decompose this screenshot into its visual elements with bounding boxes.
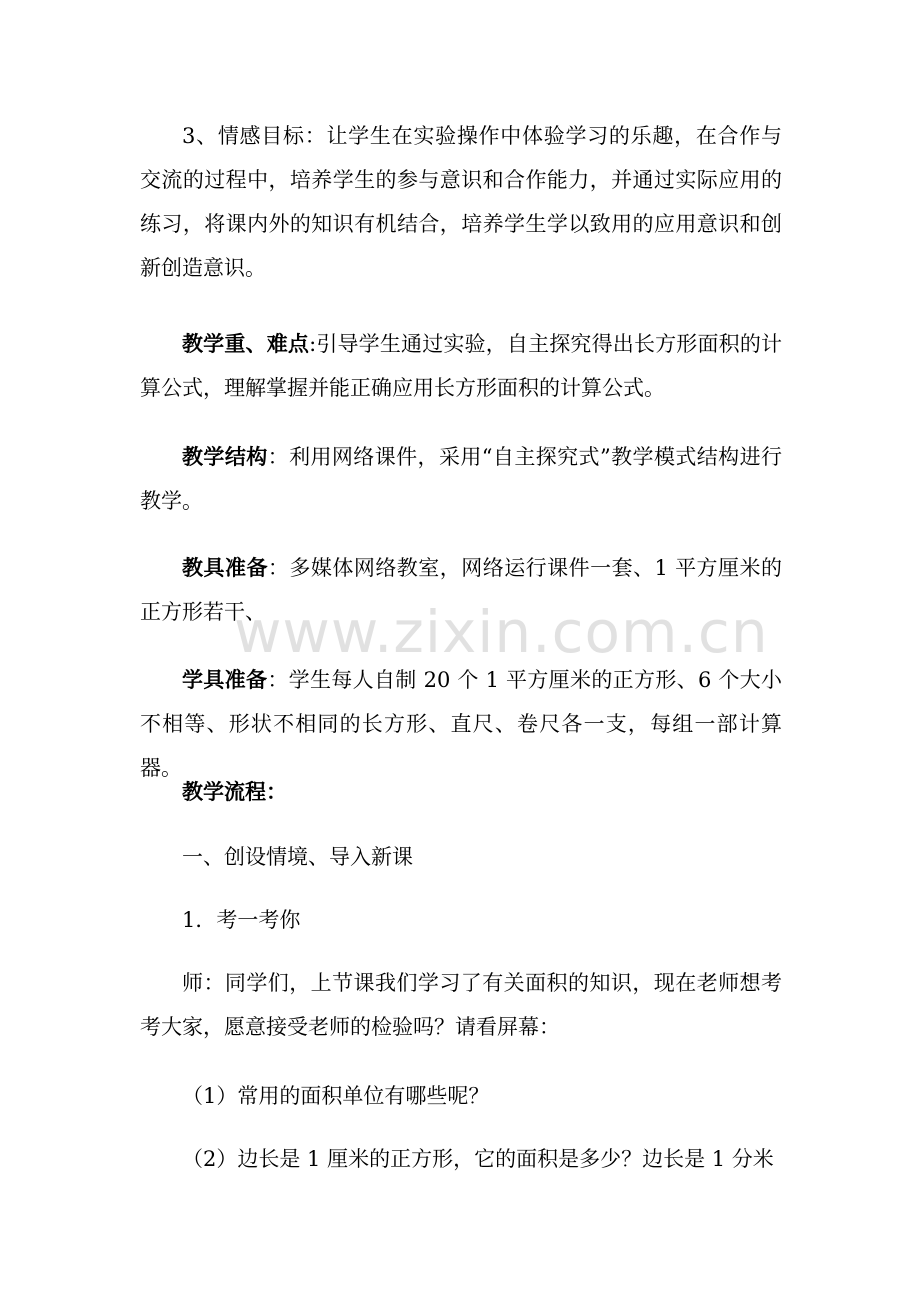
teacher-speech-text: 师：同学们，上节课我们学习了有关面积的知识，现在老师想考考大家，愿意接受老师的检验吗？请看屏幕： xyxy=(140,971,782,1039)
process-heading-text: 教学流程： xyxy=(182,779,287,804)
step-one-text: 1．考一考你 xyxy=(182,908,301,932)
paragraph-structure xyxy=(140,435,782,523)
step-one-heading xyxy=(140,898,782,942)
key-points-label: 教学重、难点 xyxy=(182,331,310,356)
question-one xyxy=(140,1074,782,1118)
structure-label: 教学结构 xyxy=(182,444,268,469)
structure-text: ：利用网络课件，采用“自主探究式”教学模式结构进行教学。 xyxy=(140,445,782,513)
question-two-text: （2）边长是 1 厘米的正方形，它的面积是多少？边长是 1 分米 xyxy=(182,1147,774,1171)
section-one-text: 一、创设情境、导入新课 xyxy=(182,845,413,869)
student-tools-text: ：学生每人自制 20 个 1 平方厘米的正方形、6 个大小不相等、形状不相同的长方形、直尺、卷尺各一支，每组一部计算器。 xyxy=(140,668,782,780)
process-heading xyxy=(140,770,782,814)
teacher-tools-label: 教具准备 xyxy=(182,555,268,580)
paragraph-teacher-speech xyxy=(140,961,782,1049)
emotion-goal-text: 3、情感目标：让学生在实验操作中体验学习的乐趣，在合作与交流的过程中，培养学生的参与意识和合作能力，并通过实际应用的练习，将课内外的知识有机结合，培养学生学以致用的应用意识和创新创造意识。 xyxy=(140,124,782,280)
question-one-text: （1）常用的面积单位有哪些呢？ xyxy=(182,1084,490,1108)
paragraph-teacher-tools xyxy=(140,546,782,634)
key-points-text: :引导学生通过实验，自主探究得出长方形面积的计算公式，理解掌握并能正确应用长方形面积的计算公式。 xyxy=(140,332,783,400)
paragraph-emotion-goal xyxy=(140,114,782,290)
watermark: www.zixin.com.cn xyxy=(234,598,769,666)
section-one-heading xyxy=(140,835,782,879)
teacher-tools-text: ：多媒体网络教室，网络运行课件一套、1 平方厘米的正方形若干、 xyxy=(140,556,782,624)
paragraph-key-points xyxy=(140,322,782,410)
student-tools-label: 学具准备 xyxy=(182,667,268,692)
question-two xyxy=(140,1137,782,1181)
